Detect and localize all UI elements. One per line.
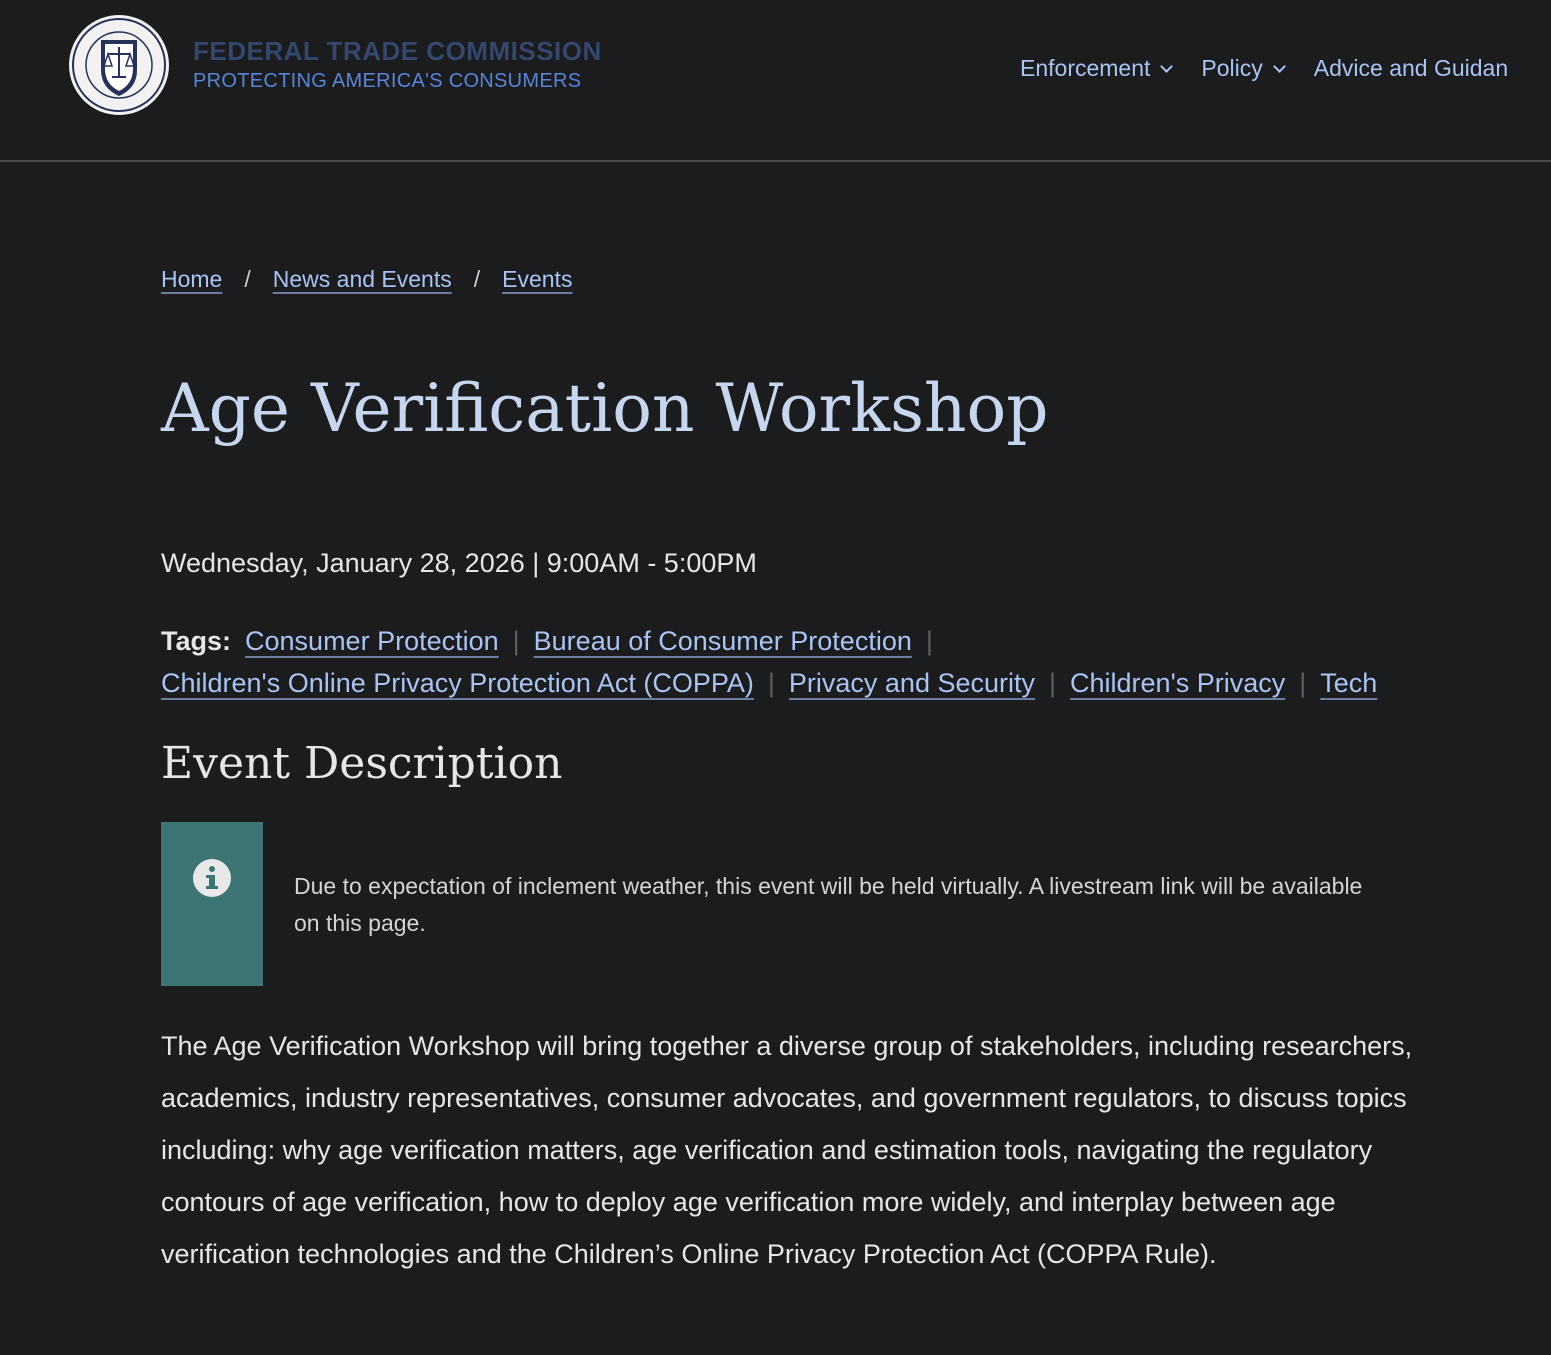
tag-divider: |	[925, 626, 933, 656]
agency-tagline[interactable]: PROTECTING AMERICA'S CONSUMERS	[193, 70, 582, 92]
breadcrumb-separator: /	[244, 266, 251, 292]
chevron-down-icon	[1161, 60, 1174, 73]
event-description-text: The Age Verification Workshop will bring together a diverse group of stakeholders, including researchers, academics, industry representatives, consumer advocates, and government regulators, to discuss topics including: why age verification matters, age verification and estimation tools, navigating the regulatory contours of age verification, how to deploy age verification more widely, and interplay between age verification technologies and the Children’s Online Privacy Protection Act (COPPA Rule).	[161, 1031, 1413, 1269]
event-tags	[161, 620, 1461, 704]
tags-label: Tags:	[161, 626, 232, 656]
nav-advice-and-guidance[interactable]	[1314, 55, 1508, 82]
nav-enforcement[interactable]	[1020, 55, 1171, 82]
main-nav	[1020, 55, 1538, 82]
tag-divider: |	[1049, 668, 1057, 698]
tag-divider: |	[1299, 668, 1307, 698]
agency-name[interactable]: FEDERAL TRADE COMMISSION	[193, 36, 602, 66]
site-header	[0, 0, 1551, 162]
info-icon	[192, 858, 232, 898]
ftc-seal-icon[interactable]	[68, 14, 170, 116]
breadcrumb	[161, 266, 572, 293]
tag-childrens-privacy[interactable]: Children's Privacy	[1070, 668, 1286, 698]
breadcrumb-separator: /	[473, 266, 481, 292]
chevron-down-icon	[1273, 60, 1286, 73]
alert-message: Due to expectation of inclement weather, this event will be held virtually. A livestream link will be available on this page.	[294, 873, 1363, 936]
alert-bar	[161, 822, 263, 986]
tag-coppa[interactable]: Children's Online Privacy Protection Act (COPPA)	[161, 668, 754, 698]
tag-divider: |	[767, 668, 775, 698]
breadcrumb-events[interactable]: Events	[502, 266, 573, 292]
tag-tech[interactable]: Tech	[1320, 668, 1378, 698]
breadcrumb-home[interactable]: Home	[161, 266, 223, 292]
weather-alert	[161, 822, 1411, 986]
nav-policy-label: Policy	[1201, 55, 1263, 81]
tag-privacy-and-security[interactable]: Privacy and Security	[788, 668, 1035, 698]
tag-divider: |	[512, 626, 520, 656]
nav-policy[interactable]	[1201, 55, 1283, 82]
event-datetime: Wednesday, January 28, 2026 | 9:00AM - 5:00PM	[161, 548, 757, 578]
breadcrumb-news-and-events[interactable]: News and Events	[272, 266, 452, 292]
nav-advice-label: Advice and Guidan	[1313, 55, 1509, 81]
page-title: Age Verification Workshop	[161, 370, 1049, 447]
event-description-heading: Event Description	[161, 738, 563, 789]
tag-bureau-of-consumer-protection[interactable]: Bureau of Consumer Protection	[533, 626, 912, 656]
nav-enforcement-label: Enforcement	[1020, 55, 1151, 81]
tag-consumer-protection[interactable]: Consumer Protection	[245, 626, 499, 656]
